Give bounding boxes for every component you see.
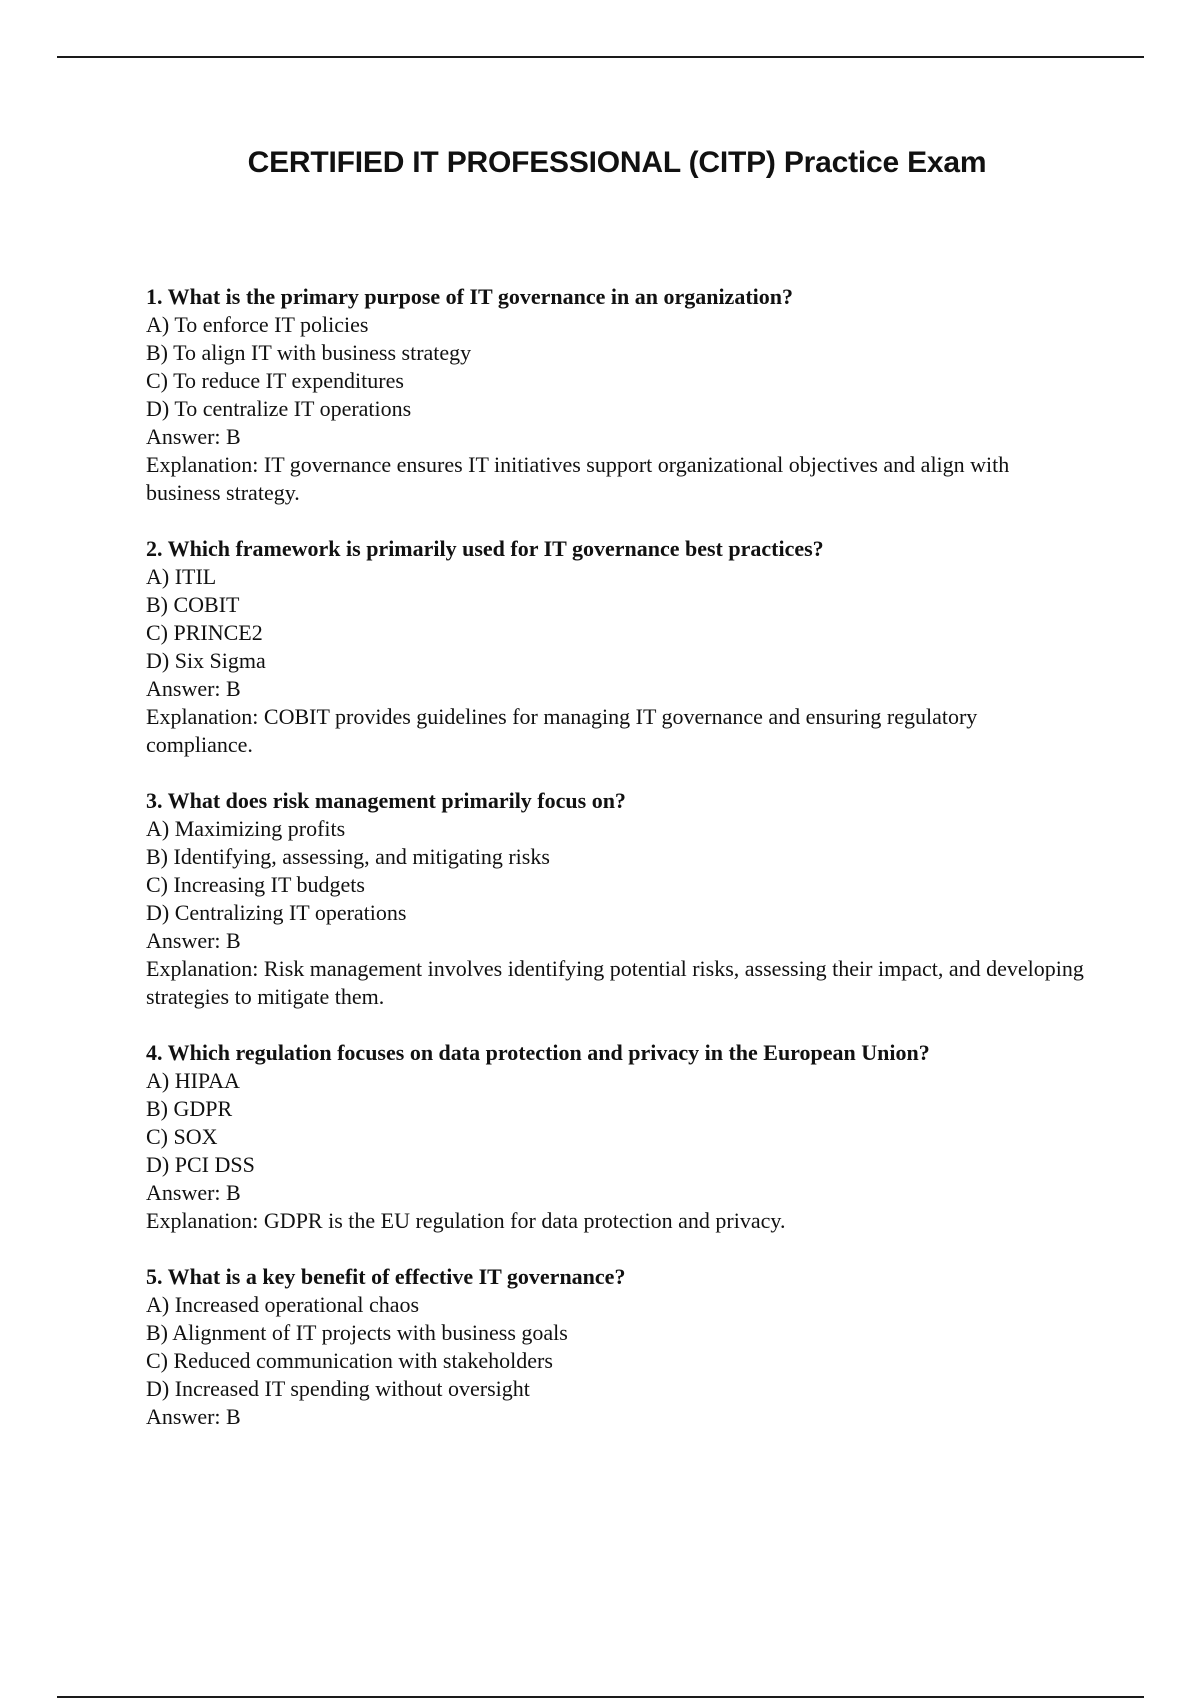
question-2 bbox=[146, 535, 1086, 759]
option-d: D) Centralizing IT operations bbox=[146, 900, 407, 925]
header-rule bbox=[57, 56, 1144, 58]
question-1 bbox=[146, 283, 1086, 507]
option-list bbox=[146, 311, 1086, 423]
page-title: CERTIFIED IT PROFESSIONAL (CITP) Practice Exam bbox=[247, 146, 987, 179]
question-3 bbox=[146, 787, 1086, 1011]
option-c: C) Reduced communication with stakeholders bbox=[146, 1348, 553, 1373]
question-text: 5. What is a key benefit of effective IT governance? bbox=[146, 1264, 626, 1289]
option-d: D) Increased IT spending without oversight bbox=[146, 1376, 530, 1401]
answer: Answer: B bbox=[146, 1180, 241, 1205]
option-list bbox=[146, 1067, 1086, 1179]
option-c: C) PRINCE2 bbox=[146, 620, 263, 645]
question-text: 1. What is the primary purpose of IT governance in an organization? bbox=[146, 284, 793, 309]
option-a: A) ITIL bbox=[146, 564, 217, 589]
option-list bbox=[146, 815, 1086, 927]
option-d: D) Six Sigma bbox=[146, 648, 266, 673]
answer: Answer: B bbox=[146, 676, 241, 701]
option-d: D) To centralize IT operations bbox=[146, 396, 412, 421]
option-list bbox=[146, 563, 1086, 675]
option-c: C) To reduce IT expenditures bbox=[146, 368, 404, 393]
option-list bbox=[146, 1291, 1086, 1403]
option-a: A) Increased operational chaos bbox=[146, 1292, 420, 1317]
option-b: B) Identifying, assessing, and mitigating risks bbox=[146, 844, 550, 869]
question-text: 2. Which framework is primarily used for IT governance best practices? bbox=[146, 536, 824, 561]
answer: Answer: B bbox=[146, 1404, 241, 1429]
option-c: C) SOX bbox=[146, 1124, 218, 1149]
question-5 bbox=[146, 1263, 1086, 1431]
question-text: 3. What does risk management primarily focus on? bbox=[146, 788, 626, 813]
option-a: A) Maximizing profits bbox=[146, 816, 346, 841]
option-d: D) PCI DSS bbox=[146, 1152, 255, 1177]
explanation: Explanation: Risk management involves identifying potential risks, assessing their impact, and developing strategies to mitigate them. bbox=[146, 956, 1084, 1009]
option-a: A) To enforce IT policies bbox=[146, 312, 369, 337]
option-c: C) Increasing IT budgets bbox=[146, 872, 365, 897]
answer: Answer: B bbox=[146, 928, 241, 953]
option-b: B) Alignment of IT projects with business goals bbox=[146, 1320, 568, 1345]
footer-rule bbox=[57, 1696, 1144, 1698]
explanation: Explanation: IT governance ensures IT initiatives support organizational objectives and align with business strategy. bbox=[146, 452, 1010, 505]
question-text: 4. Which regulation focuses on data protection and privacy in the European Union? bbox=[146, 1040, 930, 1065]
question-list bbox=[146, 283, 1086, 1459]
option-b: B) To align IT with business strategy bbox=[146, 340, 472, 365]
option-b: B) COBIT bbox=[146, 592, 240, 617]
question-4 bbox=[146, 1039, 1086, 1235]
option-b: B) GDPR bbox=[146, 1096, 233, 1121]
answer: Answer: B bbox=[146, 424, 241, 449]
explanation: Explanation: GDPR is the EU regulation for data protection and privacy. bbox=[146, 1208, 786, 1233]
explanation: Explanation: COBIT provides guidelines for managing IT governance and ensuring regulatory compliance. bbox=[146, 704, 978, 757]
option-a: A) HIPAA bbox=[146, 1068, 240, 1093]
